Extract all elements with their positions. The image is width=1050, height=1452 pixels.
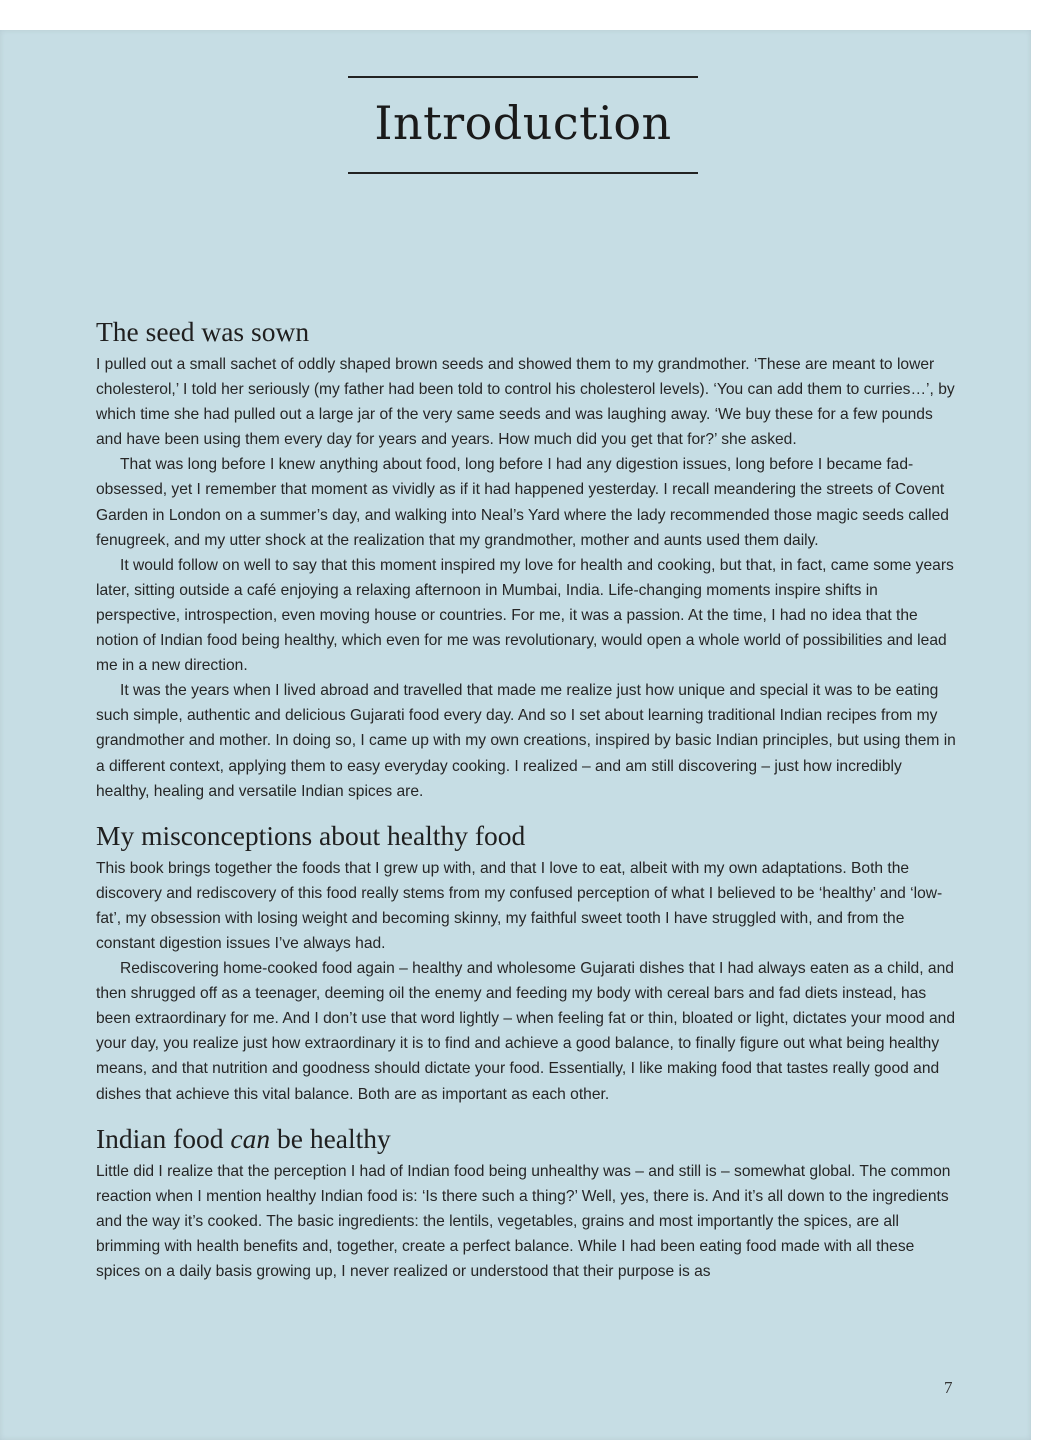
- paragraph: Rediscovering home-cooked food again – healthy and wholesome Gujarati dishes that I had always eaten as a child, and then shrugged off as a teenager, deeming oil the enemy and feeding my body with cereal bars and fad diets instead, has been extraordinary for me. And I don’t use that word lightly – when feeling fat or thin, bloated or light, dictates your mood and your day, you realize just how extraordinary it is to find and achieve a good balance, to finally figure out what being healthy means, and that nutrition and goodness should dictate your food. Essentially, I like making food that tastes really good and dishes that achieve this vital balance. Both are as important as each other.: [96, 960, 956, 1103]
- page-title: Introduction: [374, 96, 672, 150]
- section-seed-was-sown: [96, 314, 958, 804]
- paragraph: Little did I realize that the perception I had of Indian food being unhealthy was – and still is – somewhat global. The common reaction when I mention healthy Indian food is: ‘Is there such a thing?’ Well, yes, there is. And it’s all down to the ingredients and the way it’s cooked. The basic ingredients: the lentils, vegetables, grains and most importantly the spices, are all brimming with health benefits and, together, create a perfect balance. While I had been eating food made with all these spices on a daily basis growing up, I never realized or understood that their purpose is as: [96, 1162, 951, 1280]
- title-rule-bottom: [348, 172, 698, 174]
- section-misconceptions: [96, 818, 958, 1107]
- section-indian-food-healthy: [96, 1121, 958, 1284]
- title-rule-top: [348, 76, 698, 78]
- paragraph: It was the years when I lived abroad and travelled that made me realize just how unique and special it was to be eating such simple, authentic and delicious Gujarati food every day. And so I set about learning traditional Indian recipes from my grandmother and mother. In doing so, I came up with my own creations, inspired by basic Indian principles, but using them in a different context, applying them to easy everyday cooking. I realized – and am still discovering – just how incredibly healthy, healing and versatile Indian spices are.: [96, 682, 956, 800]
- body-content: [96, 314, 958, 1298]
- section-heading: Indian food can be healthy: [96, 1122, 391, 1154]
- paragraph: This book brings together the foods that I grew up with, and that I love to eat, albeit with my own adaptations. Both the discovery and rediscovery of this food really stems from my confused perception of what I believed to be ‘healthy’ and ‘low-fat’, my obsession with losing weight and becoming skinny, my faithful sweet tooth I have struggled with, and from the constant digestion issues I’ve always had.: [96, 859, 943, 952]
- paragraph: It would follow on well to say that this moment inspired my love for health and cooking, but that, in fact, came some years later, sitting outside a café enjoying a relaxing afternoon in Mumbai, India. Life-changing moments inspire shifts in perspective, introspection, even moving house or countries. For me, it was a passion. At the time, I had no idea that the notion of Indian food being healthy, which even for me was revolutionary, would open a whole world of possibilities and lead me in a new direction.: [96, 556, 954, 675]
- page-number: 7: [944, 1378, 953, 1397]
- paragraph: That was long before I knew anything about food, long before I had any digestion issues, long before I became fad-obsessed, yet I remember that moment as vividly as if it had happened yesterday. I recall meandering the streets of Covent Garden in London on a summer’s day, and walking into Neal’s Yard where the lady recommended those magic seeds called fenugreek, and my utter shock at the realization that my grandmother, mother and aunts used them daily.: [96, 456, 949, 549]
- section-heading: My misconceptions about healthy food: [96, 819, 526, 851]
- section-heading: The seed was sown: [96, 316, 310, 347]
- title-block: [348, 76, 698, 174]
- paragraph: I pulled out a small sachet of oddly shaped brown seeds and showed them to my grandmother. ‘These are meant to lower cholesterol,’ I told her seriously (my father had been told to control his cholesterol levels). ‘You can add them to curries…’, by which time she had pulled out a large jar of the very same seeds and was laughing away. ‘We buy these for a few pounds and have been using them every day for years and years. How much did you get that for?’ she asked.: [96, 356, 955, 449]
